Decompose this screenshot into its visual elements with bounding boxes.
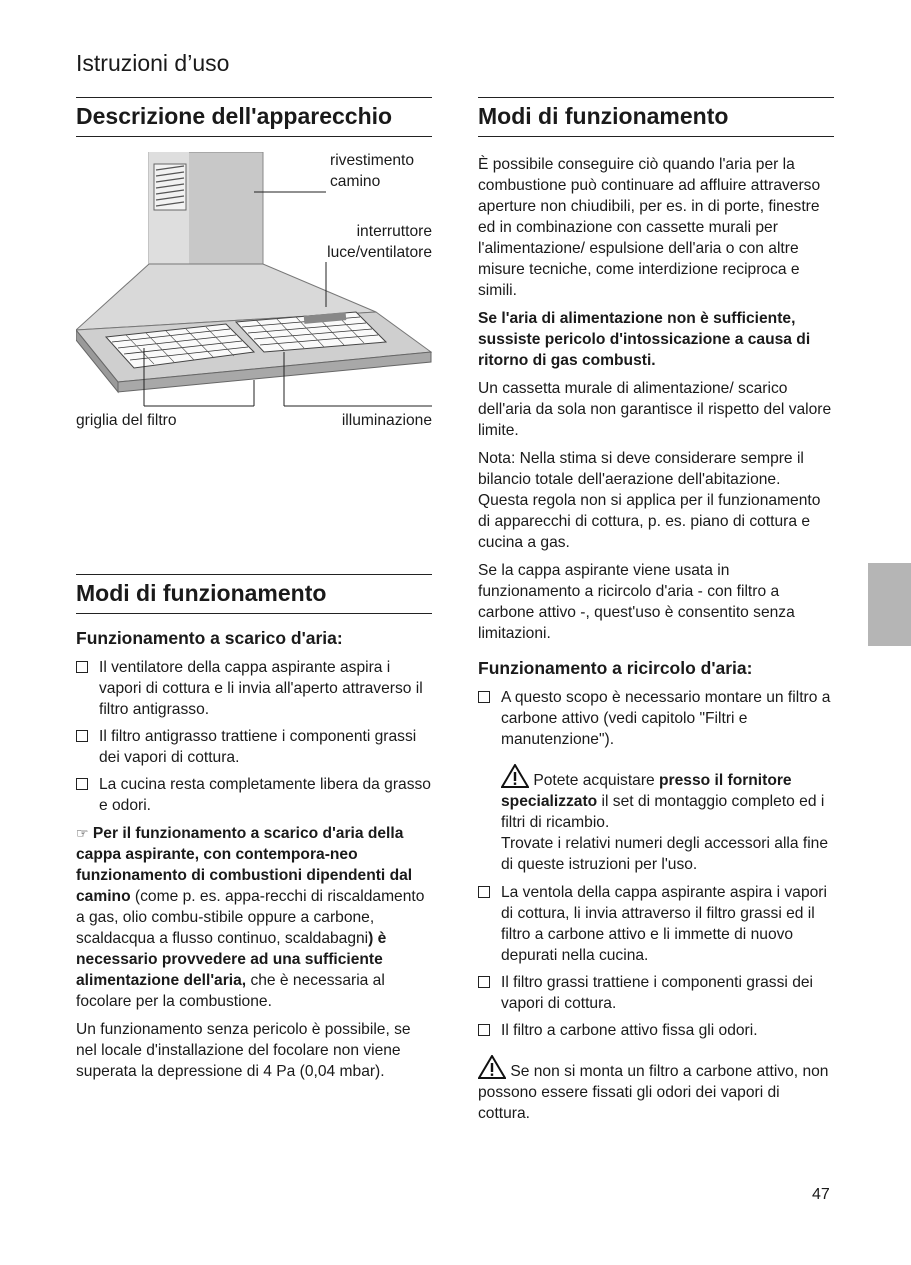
list-item: La ventola della cappa aspirante aspira i vapori di cottura, li invia attraverso il filtro grassi ed il filtro a carbone attivo e li immette di nuovo depurati nella cucina. bbox=[478, 882, 834, 966]
section-title-modes: Modi di funzionamento bbox=[76, 574, 432, 614]
pointing-hand-icon: ☞ bbox=[76, 825, 89, 841]
checkbox-icon bbox=[478, 691, 490, 703]
exhaust-list bbox=[76, 657, 432, 816]
label-switch: interruttore luce/ventilatore bbox=[327, 223, 432, 261]
label-lighting: illuminazione bbox=[341, 412, 432, 429]
label-filter-grid: griglia del filtro bbox=[76, 412, 177, 429]
paragraph: Nota: Nella stima si deve considerare sempre il bilancio totale dell'aerazione dell'abitazione. Questa regola non si applica per il funzionamento di apparecchi di cottura, p. es. piano di cottura e cucina a gas. bbox=[478, 450, 821, 551]
list-item: Il filtro a carbone attivo fissa gli odori. bbox=[478, 1020, 834, 1041]
checkbox-icon bbox=[76, 661, 88, 673]
hood-illustration bbox=[76, 152, 432, 452]
paragraph: Se la cappa aspirante viene usata in funzionamento a ricircolo d'aria - con filtro a carbone attivo -, quest'uso è consentito senza limitazioni. bbox=[478, 562, 795, 642]
hood-figure bbox=[76, 152, 432, 452]
checkbox-icon bbox=[478, 976, 490, 988]
chapter-tab-marker bbox=[868, 563, 911, 646]
list-item: Il filtro grassi trattiene i componenti grassi dei vapori di cottura. bbox=[478, 972, 834, 1014]
subtitle-exhaust: Funzionamento a scarico d'aria: bbox=[76, 628, 343, 648]
warning-paragraph: Potete acquistare presso il fornitore specializzato il set di montaggio completo ed i filtri di ricambio. Trovate i relativi numeri degli accessori alla fine di queste istruzioni per l'uso. bbox=[478, 764, 834, 875]
checkbox-icon bbox=[76, 730, 88, 742]
recirculation-list-b bbox=[478, 882, 834, 1041]
warning-icon bbox=[478, 1055, 506, 1079]
checkbox-icon bbox=[478, 1024, 490, 1036]
checkbox-icon bbox=[478, 886, 490, 898]
subtitle-recirculation: Funzionamento a ricircolo d'aria: bbox=[478, 658, 753, 678]
checkbox-icon bbox=[76, 778, 88, 790]
danger-paragraph: Se l'aria di alimentazione non è sufficiente, sussiste pericolo d'intossicazione a causa di ritorno di gas combusti. bbox=[478, 310, 811, 369]
paragraph: Un cassetta murale di alimentazione/ scarico dell'aria da sola non garantisce il rispetto del valore limite. bbox=[478, 380, 832, 439]
warning-paragraph-carbon: Se non si monta un filtro a carbone attivo, non possono essere fissati gli odori dei vapori di cottura. bbox=[478, 1055, 834, 1124]
list-item: Il filtro antigrasso trattiene i componenti grassi dei vapori di cottura. bbox=[76, 726, 432, 768]
left-column bbox=[76, 97, 432, 1089]
right-column bbox=[478, 97, 834, 1131]
list-item: Il ventilatore della cappa aspirante aspira i vapori di cottura e li invia all'aperto attraverso il filtro antigrasso. bbox=[76, 657, 432, 720]
warning-icon bbox=[501, 764, 529, 788]
recirculation-list-a bbox=[478, 687, 834, 750]
combustion-note: ☞ Per il funzionamento a scarico d'aria della cappa aspirante, con contempora-neo funzionamento di combustioni dipendenti dal camino (come p. es. appa-recchi di riscaldamento a gas, olio combu-stibile oppure a carbone, scaldacqua a flusso continuo, scaldabagni) è necessario provvedere ad una sufficiente alimentazione dell'aria, che è necessaria al focolare per la combustione. bbox=[76, 825, 425, 1010]
page-header: Istruzioni d’uso bbox=[76, 50, 230, 76]
list-item: A questo scopo è necessario montare un filtro a carbone attivo (vedi capitolo "Filtri e manutenzione"). bbox=[478, 687, 834, 750]
list-item: La cucina resta completamente libera da grasso e odori. bbox=[76, 774, 432, 816]
paragraph: È possibile conseguire ciò quando l'aria per la combustione può continuare ad affluire attraverso aperture non chiudibili, per es. in di porte, finestre ed in combinazione con cassette murali per l'alimentazione/ espulsione dell'aria o con altre misure tecniche, come interdizione reciproca e simili. bbox=[478, 156, 821, 299]
section-title-description: Descrizione dell'apparecchio bbox=[76, 97, 432, 137]
label-chimney: rivestimento camino bbox=[330, 152, 415, 190]
section-title-modes-continued: Modi di funzionamento bbox=[478, 97, 834, 137]
safe-operation-paragraph: Un funzionamento senza pericolo è possibile, se nel locale d'installazione del focolare non viene superata la depressione di 4 Pa (0,04 mbar). bbox=[76, 1021, 411, 1080]
page-number: 47 bbox=[812, 1186, 830, 1203]
